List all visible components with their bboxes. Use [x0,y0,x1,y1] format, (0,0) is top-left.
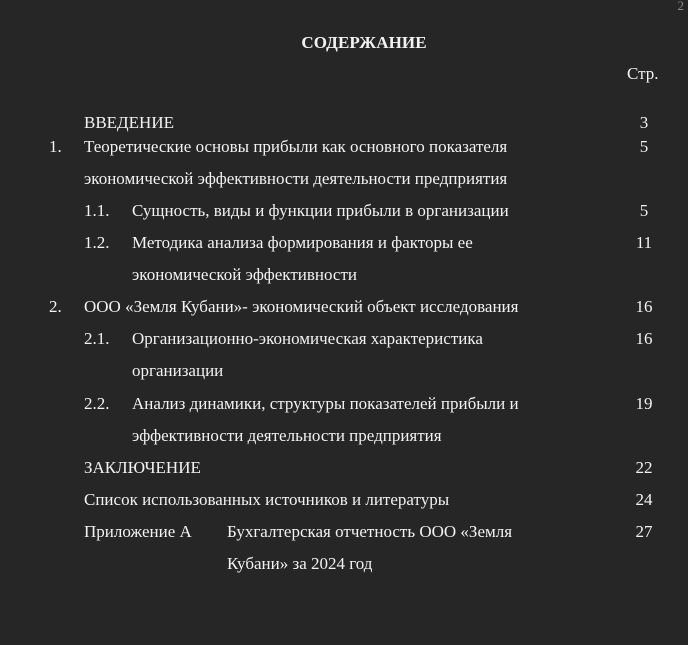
toc-entry-number: 1.1. [84,201,110,220]
toc-entry-page: 16 [635,329,653,348]
toc-entry-text-continued: организации [132,361,224,380]
toc-entry-text: Сущность, виды и функции прибыли в организации [132,201,509,220]
toc-entry-text: ЗАКЛЮЧЕНИЕ [84,458,201,477]
toc-entry-text-continued: эффективности деятельности предприятия [132,426,442,445]
toc-entry-page: 11 [635,233,653,252]
toc-entry-number: 2.2. [84,394,110,413]
toc-entry-page: 22 [635,458,653,477]
toc-entry-page: 5 [639,201,649,220]
toc-entry-text: Список использованных источников и литературы [84,490,450,509]
toc-entry-text: Анализ динамики, структуры показателей прибыли и [132,394,519,413]
toc-entry-text: ООО «Земля Кубани»- экономический объект исследования [84,297,519,316]
toc-entry-text-continued: экономической эффективности деятельности предприятия [84,169,508,188]
page-number: 2 [677,0,684,13]
toc-entry-number: 1. [49,137,62,156]
toc-entry-text: Бухгалтерская отчетность ООО «Земля [227,522,513,541]
toc-entry-page: 24 [635,490,653,509]
toc-entry-number: 1.2. [84,233,110,252]
toc-entry-text: Методика анализа формирования и факторы ее [132,233,473,252]
toc-entry-text: ВВЕДЕНИЕ [84,113,174,132]
toc-entry-number: 2.1. [84,329,110,348]
toc-entry-text-continued: экономической эффективности [132,265,357,284]
toc-entry-page: 16 [635,297,653,316]
toc-entry-text: Организационно-экономическая характеристика [132,329,483,348]
toc-entry-page: 5 [639,137,649,156]
document-title: СОДЕРЖАНИЕ [301,33,427,52]
toc-entry-label: Приложение А [84,522,192,541]
toc-entry-page: 19 [635,394,653,413]
toc-entry-page: 27 [635,522,653,541]
page-column-header: Стр. [627,64,659,83]
toc-entry-page: 3 [639,113,649,132]
toc-entry-text-continued: Кубани» за 2024 год [227,554,373,573]
toc-entry-number: 2. [49,297,62,316]
toc-entry-text: Теоретические основы прибыли как основного показателя [84,137,508,156]
